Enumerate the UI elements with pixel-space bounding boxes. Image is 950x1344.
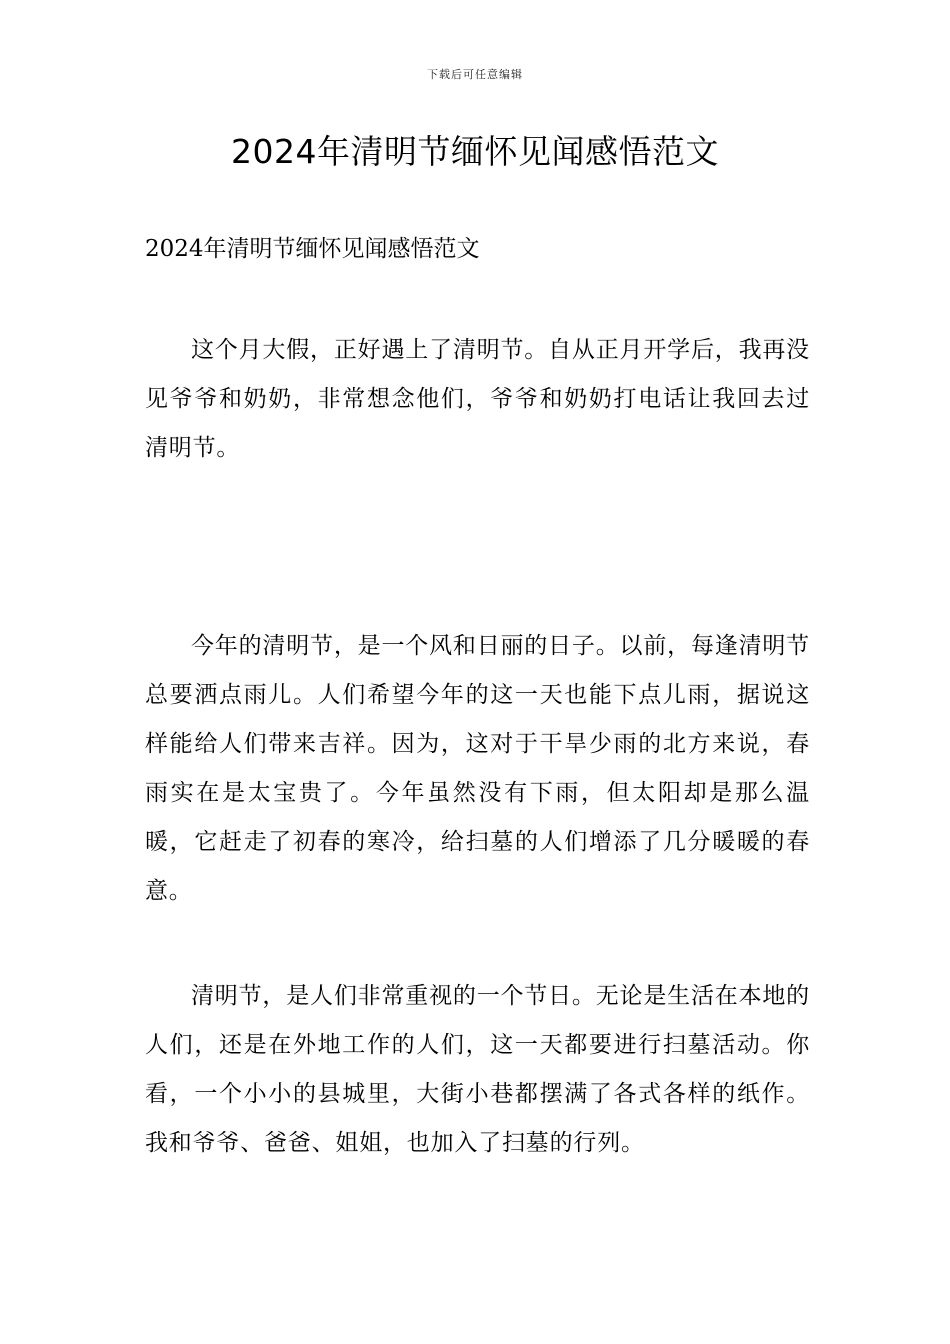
header-note: 下载后可任意编辑 <box>427 68 523 81</box>
paragraph-2: 今年的清明节，是一个风和日丽的日子。以前，每逢清明节总要洒点雨儿。人们希望今年的这一天也能下点儿雨，据说这样能给人们带来吉祥。因为，这对于干旱少雨的北方来说，春雨实在是太宝贵了。今年虽然没有下雨，但太阳却是那么温暖，它赶走了初春的寒冷，给扫墓的人们增添了几分暖暖的春意。 <box>145 633 810 904</box>
paragraph-3: 清明节，是人们非常重视的一个节日。无论是生活在本地的人们，还是在外地工作的人们，这一天都要进行扫墓活动。你看，一个小小的县城里，大街小巷都摆满了各式各样的纸作。我和爷爷、爸爸、姐姐，也加入了扫墓的行列。 <box>145 983 810 1156</box>
document-title: 2024年清明节缅怀见闻感悟范文 <box>231 132 719 171</box>
document-subtitle: 2024年清明节缅怀见闻感悟范文 <box>145 236 480 262</box>
paragraph-1: 这个月大假，正好遇上了清明节。自从正月开学后，我再没见爷爷和奶奶，非常想念他们，爷爷和奶奶打电话让我回去过清明节。 <box>145 337 810 461</box>
